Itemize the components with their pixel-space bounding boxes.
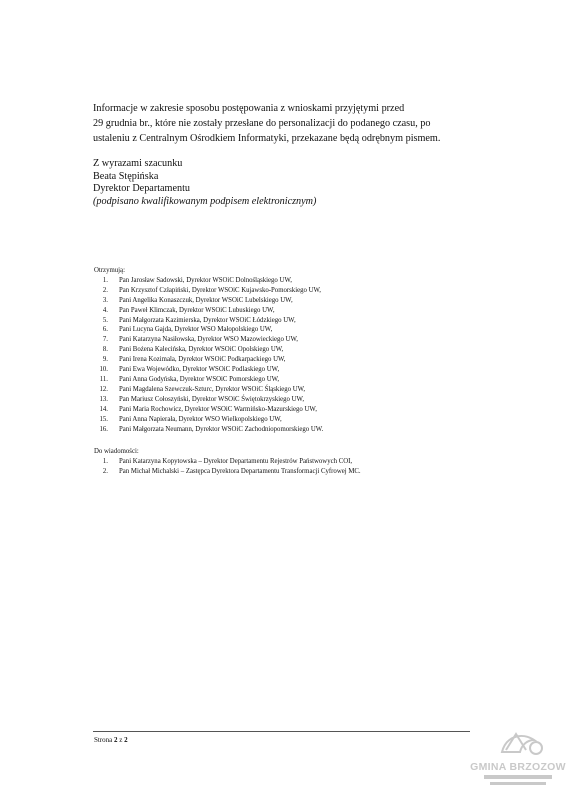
list-item [94,335,494,345]
list-item [94,385,494,395]
item-number: 15. [99,415,108,423]
item-number: 11. [99,375,108,383]
item-number: 7. [102,336,108,344]
item-text: Pani Ewa Wojewódko, Dyrektor WSOiC Podlaskiego UW, [119,366,280,374]
item-text: Pani Anna Godyńska, Dyrektor WSOiC Pomorskiego UW, [119,375,280,383]
item-text: Pani Małgorzata Kazimierska, Dyrektor WSOiC Łódzkiego UW, [119,316,296,324]
cc-items [94,457,494,477]
footer-page: 2 [114,736,118,744]
item-text: Pani Lucyna Gajda, Dyrektor WSO Małopolskiego UW, [119,326,273,334]
list-item [94,375,494,385]
footer-sep: z [119,736,123,744]
signature-block [93,158,473,208]
signature-note: (podpisano kwalifikowanym podpisem elektronicznym) [93,195,317,207]
item-number: 14. [99,405,108,413]
item-number: 1. [102,276,108,284]
cc-list [94,447,494,477]
watermark-logo [470,722,566,792]
intro-line: Informacje w zakresie sposobu postępowania z wnioskami przyjętymi przed [93,103,405,114]
item-text: Pani Bożena Kalecińska, Dyrektor WSOiC Opolskiego UW, [119,346,284,354]
list-item [94,316,494,326]
item-number: 2. [102,467,108,475]
watermark-bar [484,775,552,779]
item-number: 4. [102,306,108,314]
item-text: Pani Katarzyna Nasiłowska, Dyrektor WSO Mazowieckiego UW, [119,336,298,344]
watermark-text: GMINA BRZOZOW [470,761,566,773]
intro-paragraph [93,101,473,146]
item-text: Pani Magdalena Szewczuk-Szturc, Dyrektor WSOiC Śląskiego UW, [119,385,306,393]
watermark-emblem-circle [530,742,542,754]
list-item [94,345,494,355]
item-text: Pani Irena Kozimala, Dyrektor WSOiC Podkarpackiego UW, [119,356,286,364]
item-text: Pan Jarosław Sadowski, Dyrektor WSOiC Dolnośląskiego UW, [119,276,292,284]
item-number: 10. [99,366,108,374]
list-item [94,405,494,415]
footer-divider [93,731,470,732]
item-text: Pani Angelika Konaszczuk, Dyrektor WSOiC Lubelskiego UW, [119,296,293,304]
item-number: 1. [102,457,108,465]
recipients-items [94,276,494,435]
footer-label: Strona [94,736,113,744]
item-number: 2. [102,286,108,294]
item-text: Pan Michał Michalski – Zastępca Dyrektora Departamentu Transformacji Cyfrowej MC. [119,467,361,475]
list-item [94,425,494,435]
item-number: 6. [102,326,108,334]
item-number: 8. [102,346,108,354]
intro-line: 29 grudnia br., które nie zostały przesłane do personalizacji do podanego czasu, po [93,118,431,129]
signature-position: Dyrektor Departamentu [93,183,191,194]
item-text: Pani Maria Rochowicz, Dyrektor WSOiC Warmińsko-Mazurskiego UW, [119,405,317,413]
cc-title: Do wiadomości: [94,448,139,455]
item-number: 3. [102,296,108,304]
footer-total: 2 [124,736,128,744]
item-number: 9. [102,356,108,364]
list-item [94,286,494,296]
list-item [94,467,494,477]
list-item [94,296,494,306]
item-number: 13. [99,395,108,403]
item-number: 5. [102,316,108,324]
list-item [94,355,494,365]
list-item [94,325,494,335]
item-number: 12. [99,385,108,393]
item-text: Pan Mariusz Cołoszyński, Dyrektor WSOiC Świętokrzyskiego UW, [119,395,305,403]
item-text: Pani Małgorzata Neumann, Dyrektor WSOiC Zachodniopomorskiego UW. [119,425,324,433]
signature-closing: Z wyrazami szacunku [93,158,183,169]
intro-line: ustaleniu z Centralnym Ośrodkiem Informatyki, przekazane będą odrębnym pismem. [93,133,441,144]
item-text: Pani Katarzyna Kopytowska – Dyrektor Departamentu Rejestrów Państwowych COI, [119,457,353,465]
watermark-bar [490,782,546,785]
recipients-title: Otrzymują: [94,267,125,274]
list-item [94,365,494,375]
list-item [94,395,494,405]
item-number: 16. [99,425,108,433]
list-item [94,306,494,316]
list-item [94,415,494,425]
recipients-list [94,266,494,434]
list-item [94,276,494,286]
item-text: Pani Anna Napierała, Dyrektor WSO Wielkopolskiego UW, [119,415,282,423]
page-footer [94,736,128,744]
signature-name: Beata Stępińska [93,170,159,182]
list-item [94,457,494,467]
item-text: Pan Paweł Klimczak, Dyrektor WSOiC Lubuskiego UW, [119,306,275,314]
item-text: Pan Krzysztof Człapiński, Dyrektor WSOiC Kujawsko-Pomorskiego UW, [119,286,321,294]
